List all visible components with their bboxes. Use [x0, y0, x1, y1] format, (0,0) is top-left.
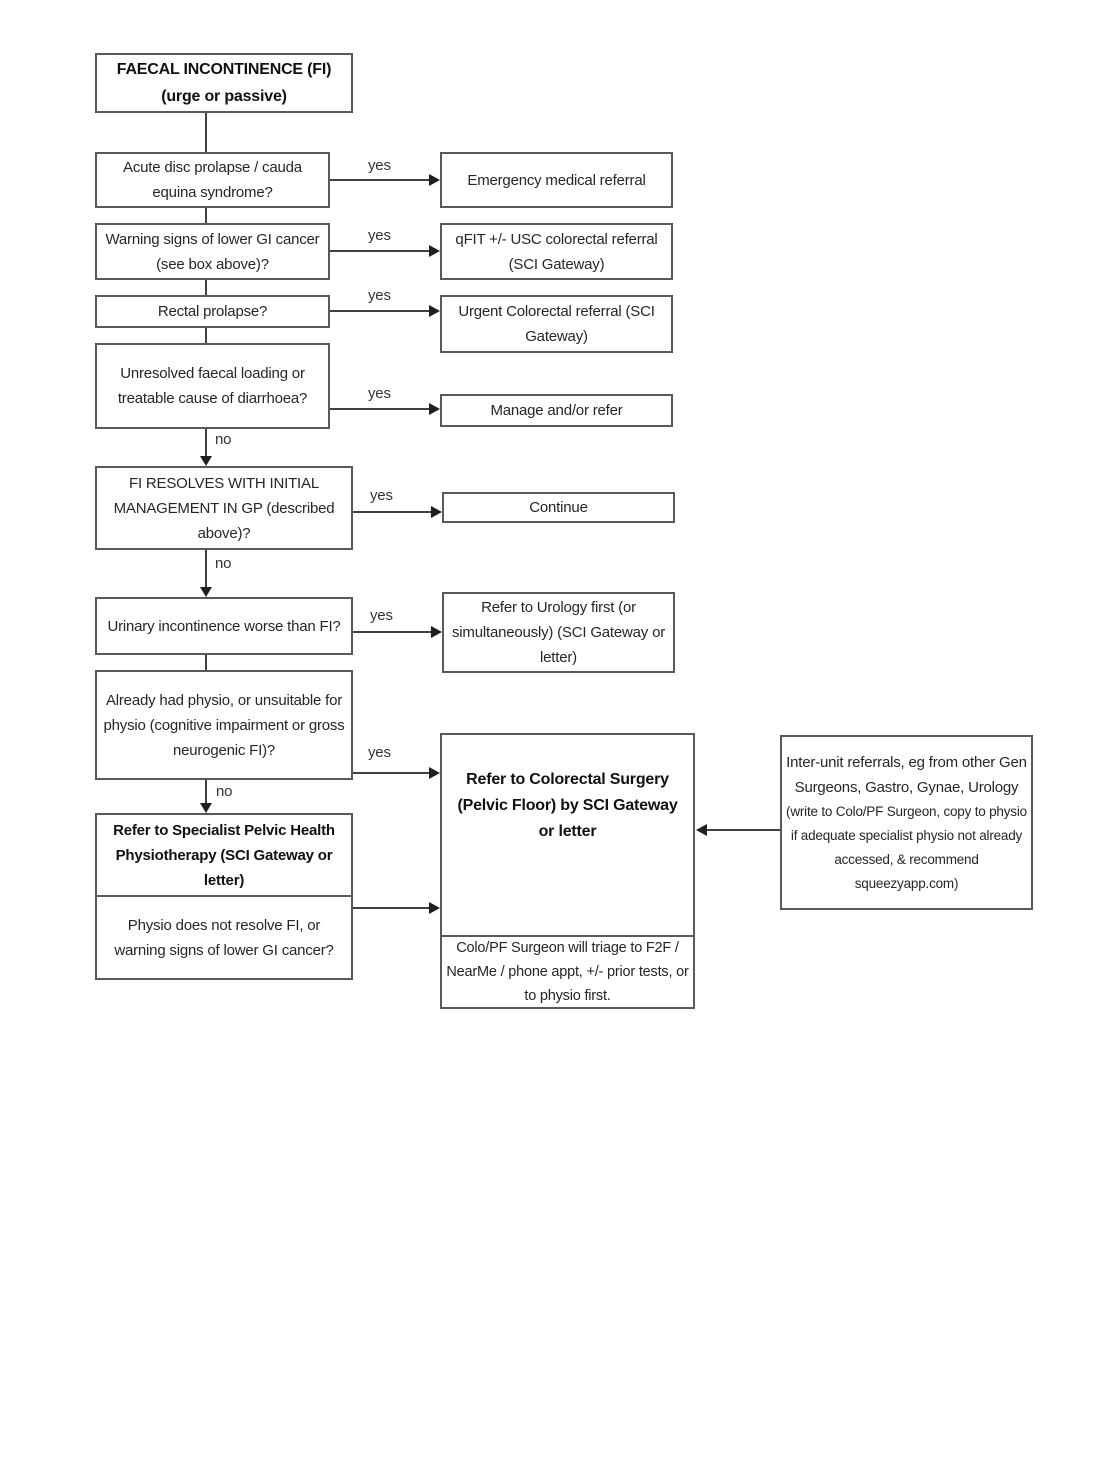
label-yes-4: yes: [368, 385, 391, 402]
connector-yes-4-line: [330, 408, 430, 410]
node-physio-followup: Physio does not resolve FI, or warning signs of lower GI cancer?: [95, 895, 353, 980]
node-q-rectal-prolapse: Rectal prolapse?: [95, 295, 330, 328]
connector-q7-no-line: [205, 780, 207, 804]
connector-yes-7-line: [353, 772, 430, 774]
node-outcome-urgent-colorectal: Urgent Colorectal referral (SCI Gateway): [440, 295, 673, 353]
node-outcome-continue: Continue: [442, 492, 675, 523]
connector-yes-3-line: [330, 310, 430, 312]
inter-unit-heading: Inter-unit referrals, eg from other Gen Surgeons, Gastro, Gynae, Urology: [786, 753, 1027, 796]
label-no-1: no: [215, 431, 232, 448]
label-yes-1: yes: [368, 157, 391, 174]
connector-yes-6-line: [353, 631, 432, 633]
node-colorectal-referral: Refer to Colorectal Surgery (Pelvic Floor) by SCI Gateway or letter: [440, 733, 695, 937]
connector-interunit-line: [706, 829, 780, 831]
connector-yes-5-line: [353, 511, 432, 513]
connector-q6-to-q7: [205, 655, 207, 670]
node-q-fi-resolves: FI RESOLVES WITH INITIAL MANAGEMENT IN GP (described above)?: [95, 466, 353, 550]
arrowhead-down-q7-icon: [200, 803, 212, 813]
node-physio-referral: Refer to Specialist Pelvic Health Physiotherapy (SCI Gateway or letter): [95, 813, 353, 897]
arrowhead-right-8-icon: [429, 902, 440, 914]
connector-yes-2-line: [330, 250, 430, 252]
node-start: [95, 53, 353, 113]
connector-q4-no-line: [205, 429, 207, 457]
label-no-3: no: [216, 783, 233, 800]
node-inter-unit-referrals: [780, 735, 1033, 910]
node-outcome-urology-referral: Refer to Urology first (or simultaneously) (SCI Gateway or letter): [442, 592, 675, 673]
node-q-faecal-loading: Unresolved faecal loading or treatable cause of diarrhoea?: [95, 343, 330, 429]
label-yes-7: yes: [368, 744, 391, 761]
node-outcome-qfit-referral: qFIT +/- USC colorectal referral (SCI Gateway): [440, 223, 673, 280]
start-title-line2: (urge or passive): [161, 88, 287, 105]
node-q-acute-disc-prolapse: Acute disc prolapse / cauda equina syndrome?: [95, 152, 330, 208]
label-no-2: no: [215, 555, 232, 572]
connector-q3-to-q4: [205, 328, 207, 343]
node-q-urinary-incontinence: Urinary incontinence worse than FI?: [95, 597, 353, 655]
connector-q5-no-line: [205, 550, 207, 588]
connector-followup-line: [353, 907, 430, 909]
label-yes-5: yes: [370, 487, 393, 504]
label-yes-2: yes: [368, 227, 391, 244]
arrowhead-right-5-icon: [431, 506, 442, 518]
arrowhead-right-3-icon: [429, 305, 440, 317]
node-outcome-emergency-referral: Emergency medical referral: [440, 152, 673, 208]
node-colorectal-triage-note: Colo/PF Surgeon will triage to F2F / NearMe / phone appt, +/- prior tests, or to physio first.: [440, 935, 695, 1009]
start-title-line1: FAECAL INCONTINENCE (FI): [116, 61, 332, 78]
label-yes-6: yes: [370, 607, 393, 624]
label-yes-3: yes: [368, 287, 391, 304]
connector-yes-1-line: [330, 179, 430, 181]
arrowhead-right-2-icon: [429, 245, 440, 257]
connector-q2-to-q3: [205, 280, 207, 295]
node-q-physio-suitability: Already had physio, or unsuitable for physio (cognitive impairment or gross neurogenic FI)?: [95, 670, 353, 780]
arrowhead-left-icon: [696, 824, 707, 836]
arrowhead-right-6-icon: [431, 626, 442, 638]
arrowhead-right-4-icon: [429, 403, 440, 415]
arrowhead-down-q4-icon: [200, 456, 212, 466]
inter-unit-note: (write to Colo/PF Surgeon, copy to physio if adequate specialist physio not already accessed, & recommend squeezyapp.com): [786, 803, 1027, 891]
connector-start-to-q1: [205, 113, 207, 152]
connector-q1-to-q2: [205, 208, 207, 223]
node-outcome-manage-refer: Manage and/or refer: [440, 394, 673, 427]
arrowhead-right-7-icon: [429, 767, 440, 779]
arrowhead-down-q5-icon: [200, 587, 212, 597]
arrowhead-right-1-icon: [429, 174, 440, 186]
node-q-warning-signs: Warning signs of lower GI cancer (see box above)?: [95, 223, 330, 280]
